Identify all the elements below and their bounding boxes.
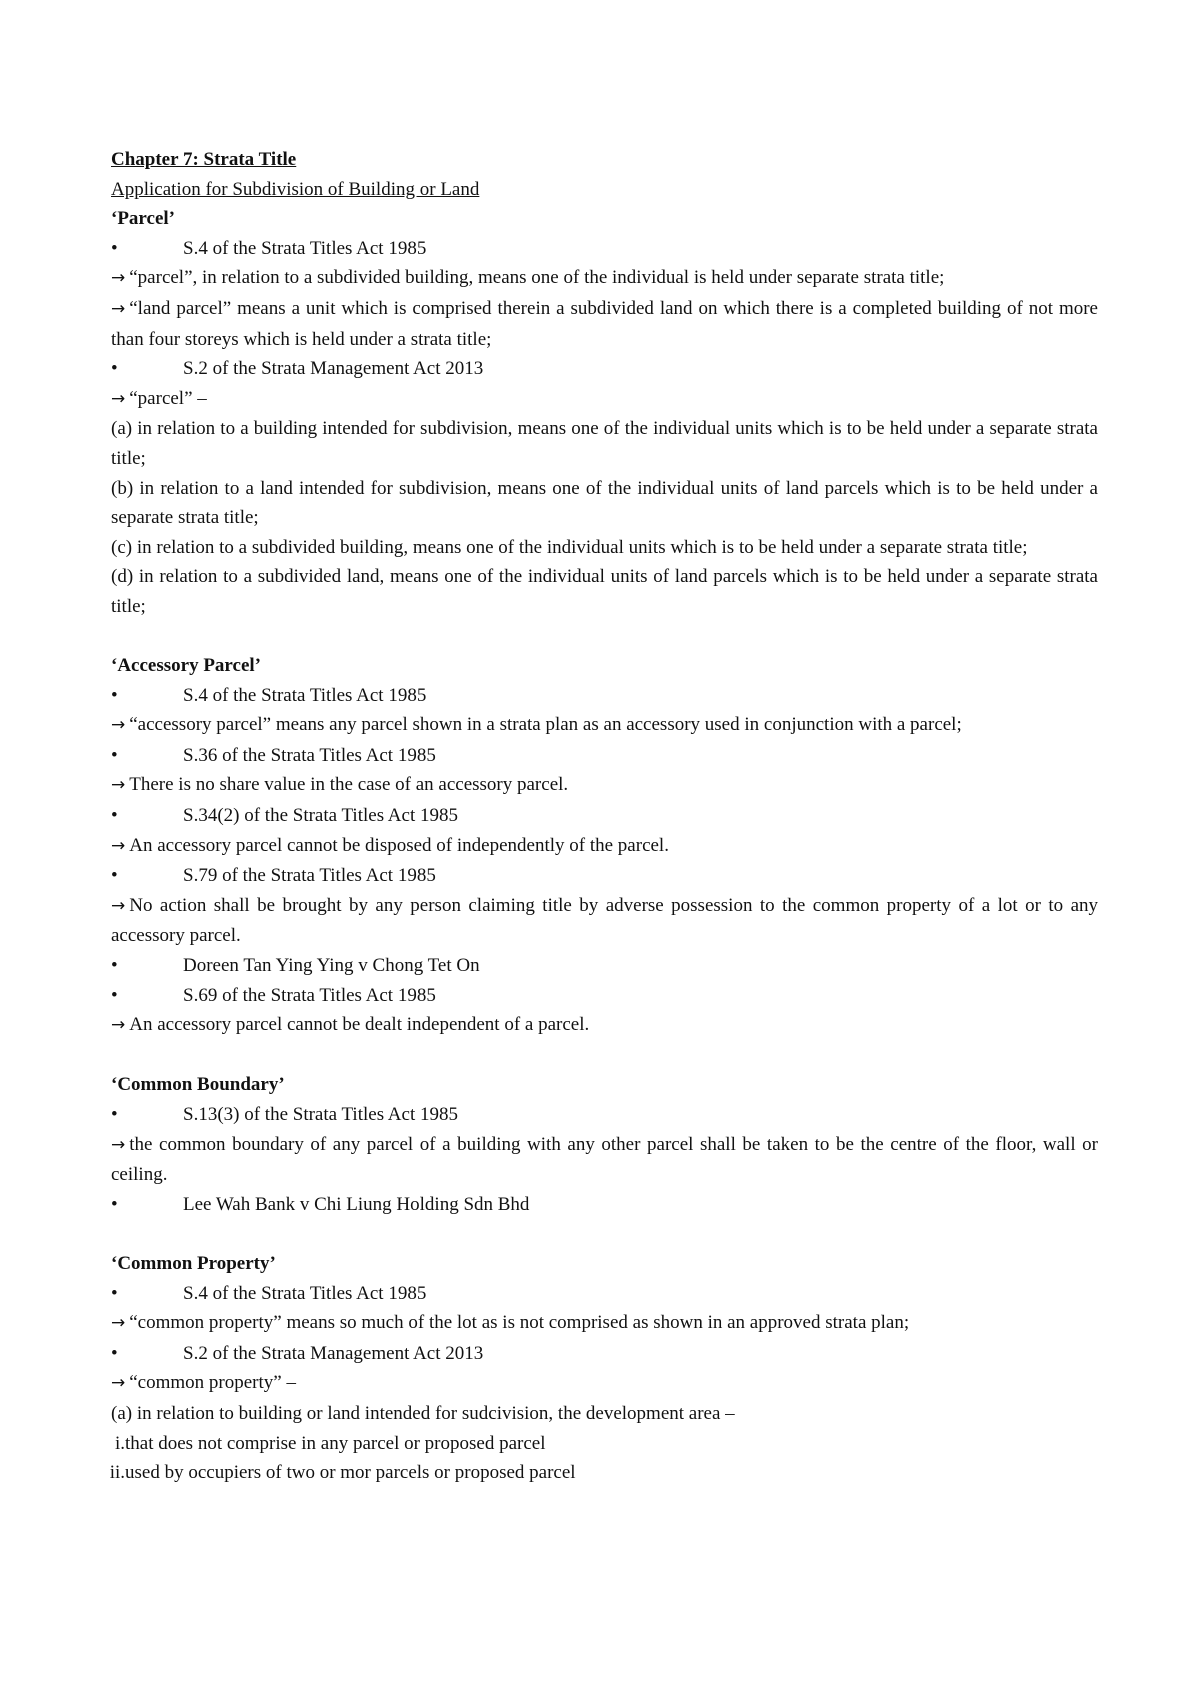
roman-list-item: i. that does not comprise in any parcel or proposed parcel <box>91 1429 1098 1459</box>
bullet-item: • S.2 of the Strata Management Act 2013 <box>111 354 1098 384</box>
arrow-line: → “parcel”, in relation to a subdivided building, means one of the individual is held under separate strata title; <box>111 267 945 289</box>
bullet-item: • S.34(2) of the Strata Titles Act 1985 <box>111 801 1098 831</box>
arrow-right-icon: → <box>111 1015 126 1036</box>
roman-numeral: i. <box>114 1432 125 1454</box>
bullet-item: • S.69 of the Strata Titles Act 1985 <box>111 981 1098 1011</box>
bullet-icon: • <box>111 955 118 977</box>
bullet-item: • S.4 of the Strata Titles Act 1985 <box>111 1279 1098 1309</box>
arrow-right-icon: → <box>111 298 126 319</box>
arrow-right-icon: → <box>111 1134 126 1155</box>
arrow-line: → No action shall be brought by any person claiming title by adverse possession to the common property of a lot or to any accessory parcel. <box>111 894 1098 947</box>
bullet-icon: • <box>111 237 118 259</box>
arrow-right-icon: → <box>111 1313 126 1334</box>
paragraph: (b) in relation to a land intended for subdivision, means one of the individual units of land parcels which is to be held under a separate strata title; <box>111 477 1098 529</box>
bullet-icon: • <box>111 1193 118 1215</box>
bullet-item: • S.4 of the Strata Titles Act 1985 <box>111 234 1098 264</box>
arrow-line: → “accessory parcel” means any parcel shown in a strata plan as an accessory used in conjunction with a parcel; <box>111 714 962 736</box>
arrow-line: → “parcel” – <box>111 387 207 409</box>
heading-accessory-parcel: ‘Accessory Parcel’ <box>111 655 261 677</box>
arrow-line: → “land parcel” means a unit which is comprised therein a subdivided land on which there is a completed building of not more than four storeys which is held under a strata title; <box>111 297 1098 350</box>
paragraph: (a) in relation to building or land intended for sudcivision, the development area – <box>111 1402 735 1424</box>
section-subtitle: Application for Subdivision of Building or Land <box>111 178 480 200</box>
arrow-line: → There is no share value in the case of an accessory parcel. <box>111 774 569 796</box>
spacer <box>111 1041 1098 1071</box>
bullet-item: • S.79 of the Strata Titles Act 1985 <box>111 861 1098 891</box>
arrow-line: → An accessory parcel cannot be disposed of independently of the parcel. <box>111 834 669 856</box>
bullet-item: • S.4 of the Strata Titles Act 1985 <box>111 681 1098 711</box>
arrow-right-icon: → <box>111 268 126 289</box>
arrow-right-icon: → <box>111 835 126 856</box>
bullet-icon: • <box>111 1104 118 1125</box>
bullet-icon: • <box>111 865 118 887</box>
paragraph: (d) in relation to a subdivided land, means one of the individual units of land parcels which is to be held under a separate strata title; <box>111 566 1098 617</box>
paragraph: (c) in relation to a subdivided building, means one of the individual units which is to be held under a separate strata title; <box>111 536 1028 558</box>
bullet-icon: • <box>111 1342 118 1364</box>
arrow-right-icon: → <box>111 775 126 796</box>
bullet-item: • Doreen Tan Ying Ying v Chong Tet On <box>111 951 1098 981</box>
bullet-item: • S.2 of the Strata Management Act 2013 <box>111 1339 1098 1369</box>
arrow-right-icon: → <box>111 895 126 916</box>
roman-numeral: ii. <box>109 1462 125 1484</box>
bullet-item: • Lee Wah Bank v Chi Liung Holding Sdn Bhd <box>111 1190 1098 1220</box>
bullet-icon: • <box>111 984 118 1006</box>
bullet-item: • S.13(3) of the Strata Titles Act 1985 <box>111 1100 1098 1130</box>
bullet-icon: • <box>111 684 118 706</box>
bullet-item: • S.36 of the Strata Titles Act 1985 <box>111 741 1098 771</box>
heading-common-property: ‘Common Property’ <box>111 1252 276 1274</box>
heading-parcel: ‘Parcel’ <box>111 208 175 230</box>
arrow-right-icon: → <box>111 715 126 736</box>
arrow-right-icon: → <box>111 1373 126 1394</box>
arrow-line: → “common property” – <box>111 1372 296 1394</box>
arrow-right-icon: → <box>111 388 126 409</box>
bullet-icon: • <box>111 805 118 827</box>
bullet-icon: • <box>111 358 118 380</box>
bullet-icon: • <box>111 744 118 766</box>
arrow-line: → the common boundary of any parcel of a building with any other parcel shall be taken to be the centre of the floor, wall or ceiling. <box>111 1133 1098 1186</box>
chapter-title: Chapter 7: Strata Title <box>111 149 297 170</box>
arrow-line: → “common property” means so much of the lot as is not comprised as shown in an approved strata plan; <box>111 1312 910 1334</box>
spacer <box>111 622 1098 652</box>
heading-common-boundary: ‘Common Boundary’ <box>111 1074 285 1096</box>
roman-list-item: ii. used by occupiers of two or mor parcels or proposed parcel <box>83 1458 1098 1488</box>
arrow-line: → An accessory parcel cannot be dealt independent of a parcel. <box>111 1014 590 1036</box>
paragraph: (a) in relation to a building intended for subdivision, means one of the individual units which is to be held under a separate strata title; <box>111 418 1098 469</box>
spacer <box>111 1219 1098 1249</box>
bullet-icon: • <box>111 1282 118 1304</box>
